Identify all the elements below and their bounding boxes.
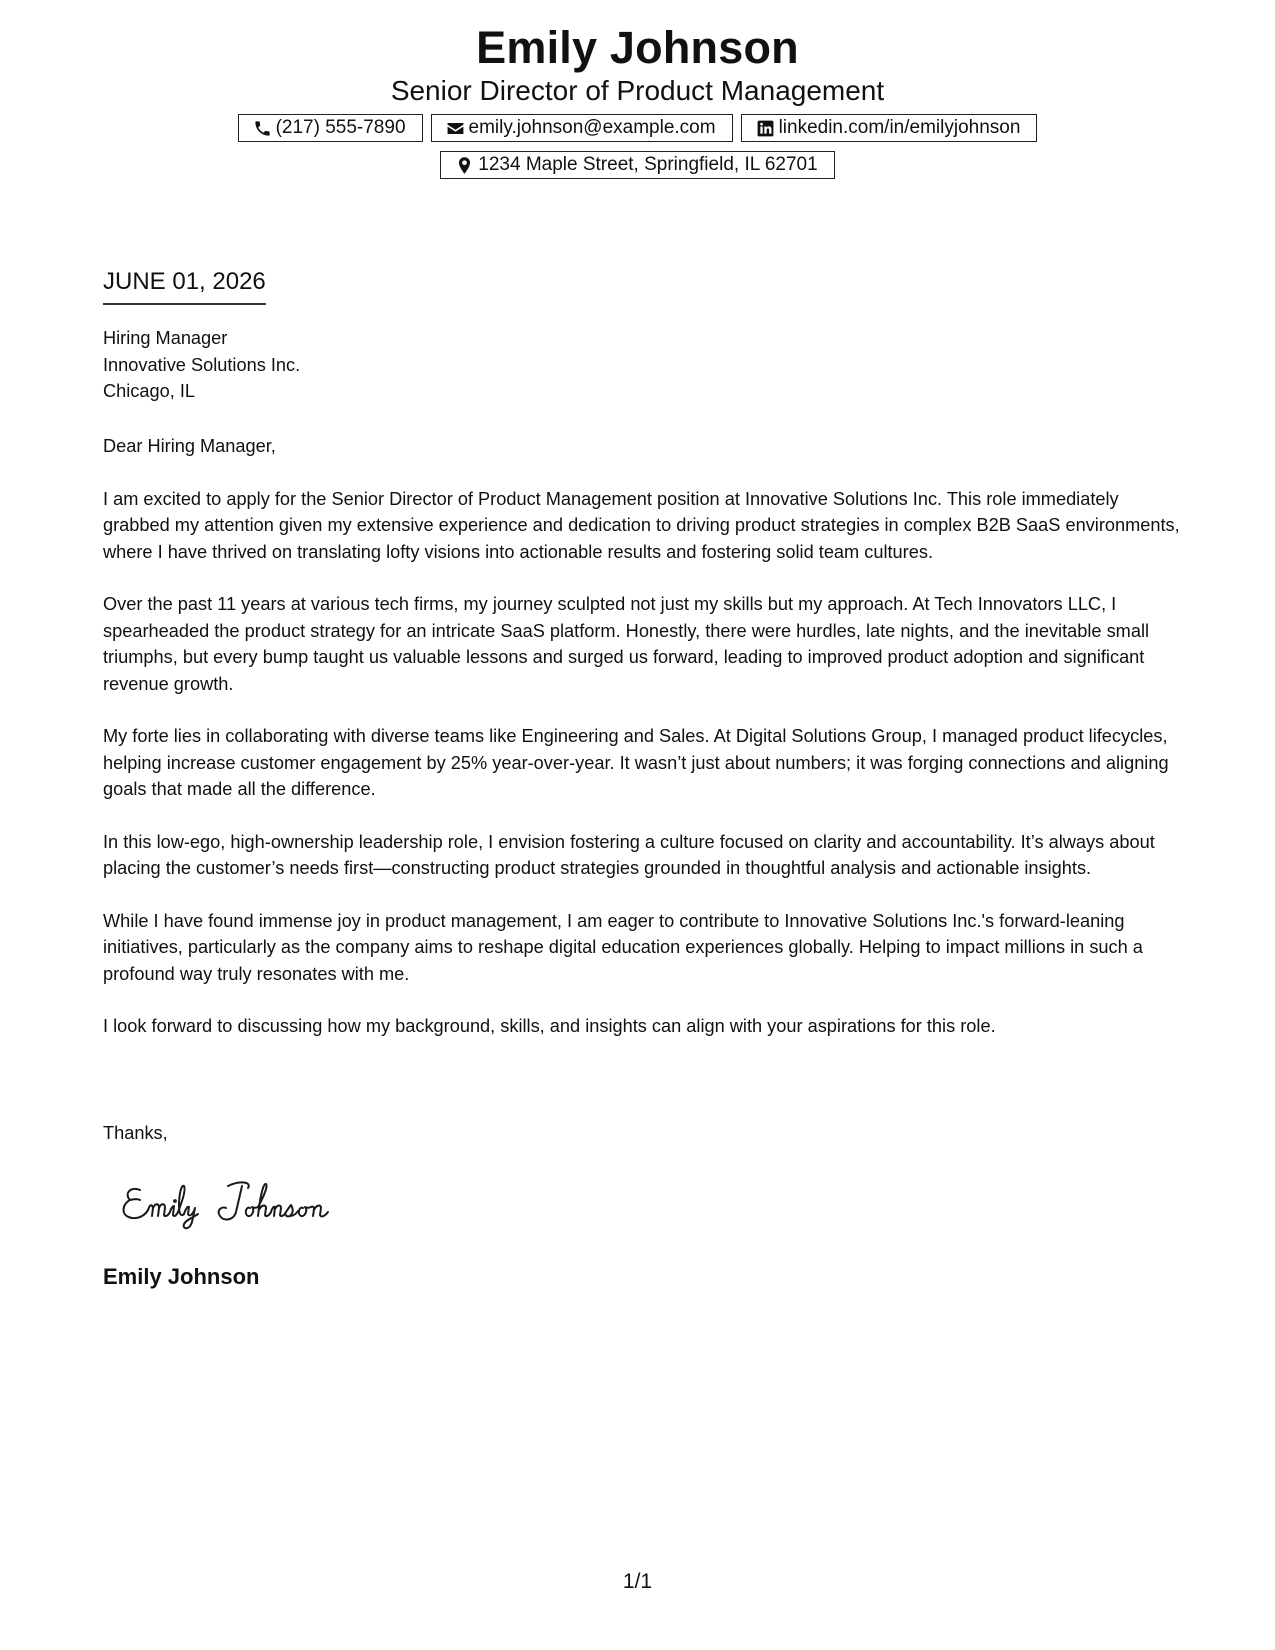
- body-paragraph: My forte lies in collaborating with diverse teams like Engineering and Sales. At Digital Solutions Group, I managed product lifecycles, helping increase customer engagement by 25% year-over-year. It wasn’t just about numbers; it was forging connections and aligning goals that made all the difference.: [103, 726, 1169, 799]
- phone-icon: [253, 119, 272, 138]
- applicant-title: Senior Director of Product Management: [390, 75, 885, 106]
- email-chip: [431, 114, 733, 142]
- letter-header: [0, 22, 1275, 108]
- recipient-company: Innovative Solutions Inc.: [103, 354, 301, 375]
- letter-date: JUNE 01, 2026: [103, 266, 266, 305]
- linkedin-text: linkedin.com/in/emilyjohnson: [778, 117, 1021, 138]
- phone-text: (217) 555-7890: [275, 117, 406, 138]
- letter-date-block: [103, 266, 266, 305]
- recipient-name: Hiring Manager: [103, 328, 228, 348]
- linkedin-chip: [741, 114, 1038, 142]
- recipient-block: [103, 325, 300, 405]
- body-paragraph: Over the past 11 years at various tech firms, my journey sculpted not just my skills but my approach. At Tech Innovators LLC, I spearheaded the product strategy for an intricate SaaS platform. Honestly, there were hurdles, late nights, and the inevitable small triumphs, but every bump taught us valuable lessons and surged us forward, leading to improved product adoption and significant revenue growth.: [103, 594, 1150, 694]
- handwritten-signature: [118, 1172, 348, 1232]
- closing-line: Thanks,: [103, 1123, 168, 1143]
- linkedin-icon: [756, 119, 775, 138]
- map-marker-icon: [455, 156, 474, 175]
- letter-body: [103, 433, 1183, 1066]
- body-paragraph: In this low-ego, high-ownership leadership role, I envision fostering a culture focused on clarity and accountability. It’s always about placing the customer’s needs first—constructing product strategies grounded in thoughtful analysis and actionable insights.: [103, 831, 1155, 878]
- address-row: [0, 151, 1275, 179]
- page-number: 1/1: [622, 1570, 653, 1593]
- applicant-name: Emily Johnson: [476, 22, 799, 73]
- body-paragraph: I look forward to discussing how my background, skills, and insights can align with your aspirations for this role.: [103, 1016, 996, 1036]
- body-paragraph: I am excited to apply for the Senior Director of Product Management position at Innovative Solutions Inc. This role immediately grabbed my attention given my extensive experience and dedication to driving product strategies in complex B2B SaaS environments, where I have thrived on translating lofty visions into actionable results and fostering solid team cultures.: [103, 488, 1180, 562]
- contact-row: [0, 114, 1275, 142]
- body-paragraph: While I have found immense joy in product management, I am eager to contribute to Innovative Solutions Inc.'s forward-leaning initiatives, particularly as the company aims to reshape digital education experiences globally. Helping to impact millions in such a profound way truly resonates with me.: [103, 910, 1143, 984]
- recipient-location: Chicago, IL: [103, 381, 196, 401]
- phone-chip: [238, 114, 423, 142]
- signer-name: Emily Johnson: [103, 1264, 260, 1289]
- salutation: Dear Hiring Manager,: [103, 436, 276, 456]
- email-text: emily.johnson@example.com: [468, 117, 716, 138]
- envelope-icon: [446, 119, 465, 138]
- address-chip: [440, 151, 834, 179]
- address-text: 1234 Maple Street, Springfield, IL 62701: [478, 154, 818, 175]
